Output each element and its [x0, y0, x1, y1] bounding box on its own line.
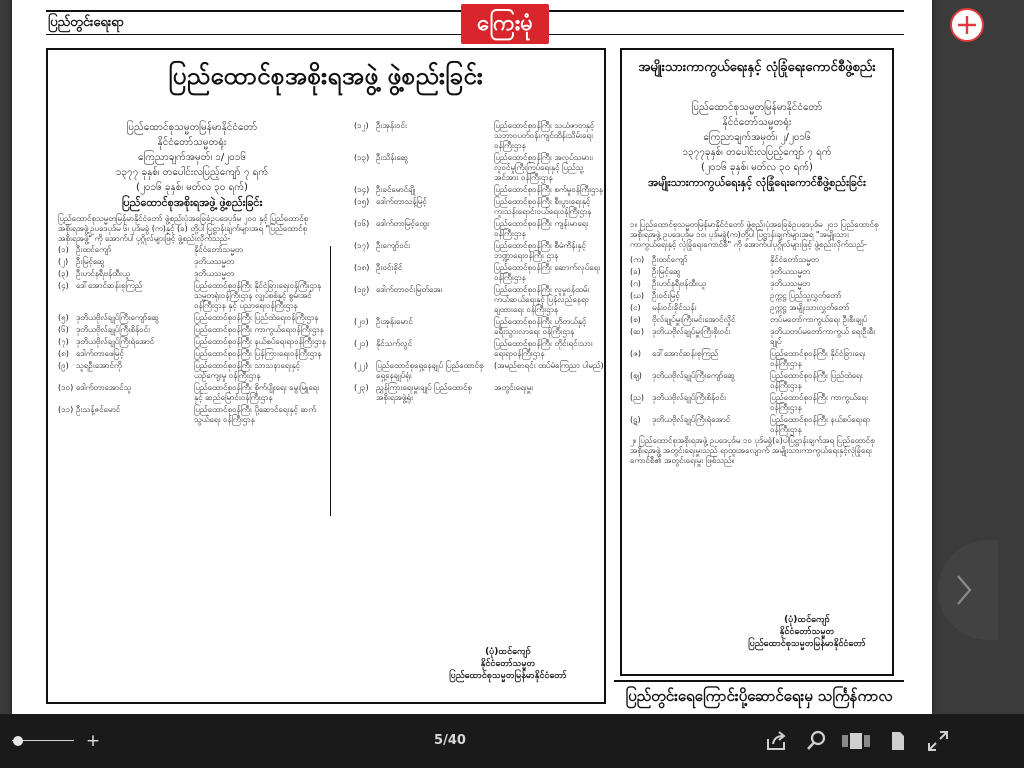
member-name: ဦးထင်ကျော်	[652, 255, 688, 264]
member-row	[630, 370, 884, 392]
member-role: ဒုတိယသမ္မတ	[194, 269, 234, 278]
member-name: ဒေါ်အောင်ဆန်းစုကြည်	[652, 349, 719, 358]
member-name: ဒုတိယဗိုလ်ချုပ်ကြီးရဲအောင်	[76, 337, 155, 346]
member-role: ပြည်ထောင်စုဝန်ကြီး ပြန်ကြားရေးဝန်ကြီးဌာန	[194, 349, 322, 358]
member-name: ဒုတိယဗိုလ်ချုပ်ကြီးရဲအောင်	[652, 415, 731, 424]
member-row	[630, 290, 884, 302]
header-line: ကြေညာချက်အမှတ်၊ ၁/၂၀၁၆	[137, 152, 247, 163]
member-list	[58, 244, 326, 426]
member-role: ပြည်ထောင်စုဝန်ကြီး စိုက်ပျိုးရေး မွေးမြူရေးနှင့် ဆည်မြောင်းဝန်ကြီးဌာန	[194, 383, 320, 402]
member-row	[354, 196, 604, 218]
member-name: ဦးခင်မောင်ချို	[376, 185, 415, 194]
header-line: ၁၃၇၇ခုနှစ်၊ တပေါင်းလပြည့်ကျော် ၇ ရက်	[682, 147, 832, 158]
header-line: ၁၃၇၇ ခုနှစ်၊ တပေါင်းလပြည့်ကျော် ၇ ရက်	[115, 167, 269, 178]
member-role: ပြည်ထောင်စုဝန်ကြီး သာသနာရေးနှင့်ယဉ်ကျေးမှု ဝန်ကြီးဌာန	[194, 361, 301, 380]
page-icon	[886, 738, 910, 757]
member-name: ဦးဝင်းမြင့်	[652, 291, 680, 300]
member-name: သူရဦးအောင်ကို	[76, 361, 122, 370]
column-divider	[330, 246, 331, 516]
member-role: ပြည်ထောင်စုဝန်ကြီး ကာကွယ်ရေးဝန်ကြီးဌာန	[770, 393, 869, 412]
header-line: (၂၀၁၆ ခုနှစ်၊ မတ်လ ၃၀ ရက်)	[701, 162, 813, 173]
member-row	[58, 336, 326, 348]
notice-column-2	[354, 120, 604, 404]
member-row	[58, 382, 326, 404]
member-number: (၂)	[58, 257, 69, 266]
member-row	[58, 244, 326, 256]
member-row	[354, 316, 604, 338]
member-role: ဒုတိယသမ္မတ	[194, 257, 234, 266]
header-line: (၂၀၁၆ ခုနှစ်၊ မတ်လ ၃၀ ရက်)	[136, 182, 248, 193]
member-name: ညွှန်ကြားရေးမှူးချုပ် ပြည်ထောင်စုအစိုးရအဖွဲ့ရုံး	[376, 383, 472, 402]
member-name: ဒုတိယဗိုလ်ချုပ်ကြီးကျော်ဆွေ	[76, 313, 159, 322]
member-number: (၉)	[58, 361, 69, 370]
member-number: (ဆ)	[630, 327, 644, 336]
member-name: ဗိုလ်ချုပ်မှူးကြီးမင်းအောင်လှိုင်	[652, 315, 736, 324]
member-role: ပြည်ထောင်စုဝန်ကြီး စီးပွားရေးနှင့် ကူးသန်းရောင်းဝယ်ရေးဝန်ကြီးဌာန	[494, 197, 592, 216]
single-page-button[interactable]	[886, 729, 910, 753]
thumbnails-icon	[840, 738, 874, 757]
member-name: ဒုတိယဗိုလ်ချုပ်ကြီးစိန်ဝင်း	[76, 325, 151, 334]
member-row	[630, 254, 884, 266]
member-number: (၄)	[58, 281, 69, 290]
member-role: ပြည်ထောင်စုဝန်ကြီး နယ်စပ်ရေးရာဝန်ကြီးဌာန	[770, 415, 871, 434]
member-number: (၈)	[58, 349, 69, 358]
member-number: (၆)	[58, 325, 69, 334]
member-row	[630, 348, 884, 370]
member-number: (က)	[630, 255, 645, 264]
masthead-logo: ကြေးမုံ	[461, 4, 549, 44]
thumbnails-button[interactable]	[840, 729, 874, 753]
notice-header	[630, 100, 884, 190]
member-number: (ဃ)	[630, 291, 645, 300]
member-name: ဦးထင်ကျော်	[76, 245, 112, 254]
member-number: (ဇ)	[630, 349, 641, 358]
member-name: ဦးဝင်းခိုင်	[376, 263, 403, 272]
member-number: (စ)	[630, 315, 641, 324]
member-role: ပြည်ထောင်စုဝန်ကြီး ဆောက်လုပ်ရေးဝန်ကြီးဌာန	[494, 263, 601, 282]
signature-line: နိုင်ငံတော်သမ္မတ	[480, 659, 536, 669]
member-number: (၇)	[58, 337, 69, 346]
member-role: ဒုတိယသမ္မတ	[770, 267, 810, 276]
member-role: ဒုတိယတပ်မတော်ကာကွယ် ရေးဦးစီးချုပ်	[770, 327, 876, 346]
member-role: ပြည်ထောင်စုဝန်ကြီး ကျန်းမာရေးဝန်ကြီးဌာန	[494, 219, 589, 238]
member-number: (၁၅)	[354, 197, 370, 206]
member-role: ပြည်ထောင်စုဝန်ကြီး စက်မှုဝန်ကြီးဌာန	[494, 185, 603, 194]
member-row	[354, 284, 604, 316]
member-role: ပြည်ထောင်စုဝန်ကြီး လူမှုဝန်ထမ်း ကယ်ဆယ်ရေးနှင့် ပြန်လည်နေရာချထားရေး ဝန်ကြီးဌာန	[494, 285, 590, 314]
notice-intro: ပြည်ထောင်စုသမ္မတမြန်မာနိုင်ငံတော် ဖွဲ့စည်းပုံအခြေခံဥပဒေပုဒ်မ ၂၀၀ နှင့် ပြည်ထောင်စုအစိုးရအဖွဲ့ဥပဒေပုဒ်မ ၆၊ ပုဒ်မခွဲ (က)နှင့် (ခ) တို့ပါ ပြဋ္ဌာန်းချက်များအရ "ပြည်ထောင်စုအစိုးရအဖွဲ့" ကို အောက်ပါ ပုဂ္ဂိုလ်များဖြင့် ဖွဲ့စည်းလိုက်သည်-	[58, 214, 309, 243]
member-role: ပြည်ထောင်စုဝန်ကြီး သယံဇာတနှင့် သဘာဝပတ်ဝန်းကျင်ထိန်းသိမ်းရေးဝန်ကြီးဌာန	[494, 121, 595, 150]
security-council-notice	[620, 48, 894, 676]
search-icon	[804, 738, 828, 757]
plus-circle-icon	[952, 10, 982, 40]
member-role: နိုင်ငံတော်သမ္မတ	[770, 255, 819, 264]
zoom-slider-thumb[interactable]	[13, 736, 23, 746]
member-number: (၁၉)	[354, 285, 370, 294]
member-role: ပြည်ထောင်စုဝန်ကြီး အလုပ်သမား၊ လူဝင်မှုကြီးကြပ်ရေးနှင့် ပြည်သူ့အင်အား ဝန်ကြီးဌာန	[494, 153, 593, 182]
member-number: (၅)	[58, 313, 69, 322]
member-role: (အမည်စာရင်း ထပ်မံကြေညာ ပါမည်)	[494, 361, 604, 370]
member-role: ဒုတိယသမ္မတ	[770, 279, 810, 288]
member-role: ပြည်ထောင်စုဝန်ကြီး စီမံကိန်းနှင့် ဘဏ္ဍာရေးဝန်ကြီး ဌာန	[494, 241, 586, 260]
search-button[interactable]	[804, 729, 828, 753]
member-name: ဒုတိယဗိုလ်ချုပ်မှူးကြီးစိုးဝင်း	[652, 327, 731, 336]
notice-column-1	[58, 120, 326, 426]
member-number: (င)	[630, 303, 641, 312]
member-role: ပြည်ထောင်စုဝန်ကြီး ပြည်ထဲရေးဝန်ကြီးဌာန	[194, 313, 319, 322]
member-name: ဦးဟင်နရီဗန်ထီးယူ	[652, 279, 706, 288]
member-number: (၁၇)	[354, 241, 370, 250]
header-line: ပြည်ထောင်စုသမ္မတမြန်မာနိုင်ငံတော်	[126, 122, 258, 133]
member-row	[58, 312, 326, 324]
fullscreen-button[interactable]	[926, 729, 950, 753]
chevron-right-icon	[954, 572, 974, 608]
member-name: ဦးဟင်နရီဗန်ထီးယူ	[76, 269, 130, 278]
member-row	[354, 152, 604, 184]
member-row	[630, 392, 884, 414]
member-name: ဒေါက်တာသန့်မြင့်	[376, 197, 427, 206]
notice-subheading: အမျိုးသားကာကွယ်ရေးနှင့် လုံခြုံရေးကောင်စီဖွဲ့စည်းခြင်း	[648, 176, 866, 189]
header-line: နိုင်ငံတော်သမ္မတရုံး	[722, 117, 792, 128]
notice-body	[630, 220, 884, 470]
member-list	[630, 254, 884, 436]
member-row	[58, 324, 326, 336]
member-name: ဒေါက်တာဖေမြင့်	[76, 349, 124, 358]
fullscreen-icon	[926, 738, 950, 757]
member-row	[58, 360, 326, 382]
member-role: ပြည်ထောင်စုဝန်ကြီး ပို့ဆောင်ရေးနှင့် ဆက်သွယ်ရေး ဝန်ကြီးဌာန	[194, 405, 317, 424]
share-button[interactable]	[764, 729, 788, 753]
signature-line: (ပုံ)ထင်ကျော်	[485, 647, 531, 657]
member-row	[630, 302, 884, 314]
viewer-toolbar	[0, 714, 1024, 768]
member-name: ဦးအုန်းမောင်	[376, 317, 413, 326]
notice-title: ပြည်ထောင်စုအစိုးရအဖွဲ့ ဖွဲ့စည်းခြင်း	[168, 62, 484, 90]
member-name: နိုင်သက်လွင်	[376, 339, 413, 348]
member-row	[630, 314, 884, 326]
page-indicator: 5/40	[434, 733, 466, 748]
government-formation-notice	[46, 48, 606, 704]
member-name: ဒုတိယဗိုလ်ချုပ်ကြီးကျော်ဆွေ	[652, 371, 735, 380]
member-name: ဒေါက်တာအောင်သူ	[76, 383, 132, 392]
member-row	[354, 184, 604, 196]
header-line: ကြေညာချက်အမှတ်၊ ၂/၂၀၁၆	[703, 132, 811, 143]
member-row	[58, 268, 326, 280]
member-number: (ဋ)	[630, 415, 641, 424]
member-role: ပြည်ထောင်စုဝန်ကြီး ဟိုတယ်နှင့် ခရီးသွားလာရေး ဝန်ကြီးဌာန	[494, 317, 587, 336]
member-row	[630, 414, 884, 436]
member-role: ပြည်ထောင်စုဝန်ကြီး နိုင်ငံခြားရေးဝန်ကြီးဌာန သမ္မတရုံးဝန်ကြီးဌာန လျှပ်စစ်နှင့် စွမ်းအင်ဝန်ကြီးဌာန နှင့် ပညာရေးဝန်ကြီးဌာန	[194, 281, 322, 310]
signature-block	[418, 646, 598, 682]
member-number: (၁၃)	[354, 153, 370, 162]
member-name: ဒုတိယဗိုလ်ချုပ်ကြီးစိန်ဝင်း	[652, 393, 727, 402]
member-number: (၁၄)	[354, 185, 370, 194]
member-row	[354, 360, 604, 382]
member-name: ပြည်ထောင်စုရှေ့နေချုပ် ပြည်ထောင်စုရှေ့နေချုပ်ရုံး	[376, 361, 484, 380]
member-name: မန်းဝင်းခိုင်သန်း	[652, 303, 697, 312]
member-number: (ည)	[630, 393, 644, 402]
member-number: (၂၃)	[354, 383, 369, 392]
member-row	[630, 266, 884, 278]
section-header	[46, 10, 904, 35]
notice-subheading: ပြည်ထောင်စုအစိုးရအဖွဲ့ ဖွဲ့စည်းခြင်း	[121, 196, 263, 209]
member-number: (၁၂)	[354, 121, 369, 130]
member-number: (ဂ)	[630, 279, 641, 288]
member-number: (၁၁)	[58, 405, 74, 414]
member-number: (၁၆)	[354, 219, 370, 228]
member-row	[354, 120, 604, 152]
member-row	[630, 326, 884, 348]
notice-paragraph: ၁။ ပြည်ထောင်စုသမ္မတမြန်မာနိုင်ငံတော် ဖွဲ့စည်းပုံအခြေခံဥပဒေပုဒ်မ ၂၀၁ ပြည်ထောင်စုအစိုးရအဖွဲ့ ဥပဒေပုဒ်မ ၁၀၊ ပုဒ်မခွဲ(က)တို့ပါ ပြဋ္ဌာန်းချက်များအရ "အမျိုးသားကာကွယ်ရေးနှင့် လုံခြုံရေးကောင်စီ" ကို အောက်ပါပုဂ္ဂိုလ်များဖြင့် ဖွဲ့စည်းလိုက်သည်-	[630, 220, 879, 249]
member-role: နိုင်ငံတော်သမ္မတ	[194, 245, 243, 254]
member-name: ဒေါက်တာဝင်းမြတ်အေး	[376, 285, 443, 294]
member-role: ပြည်ထောင်စုဝန်ကြီး ကာကွယ်ရေးဝန်ကြီးဌာန	[194, 325, 324, 334]
bottom-headline: ပြည်တွင်းရေကြောင်းပို့ဆောင်ရေးမှ သင်္ကြန်ကာလ	[614, 680, 904, 710]
member-row	[354, 338, 604, 360]
member-number: (၂၁)	[354, 339, 369, 348]
member-name: ဦးမြင့်ဆွေ	[652, 267, 681, 276]
member-number: (၁၀)	[58, 383, 74, 392]
member-row	[354, 240, 604, 262]
section-label: ပြည်တွင်းရေးရာ	[48, 15, 124, 30]
member-row	[354, 382, 604, 404]
add-bookmark-button[interactable]	[950, 8, 984, 42]
member-name: ဦးမြင့်ဆွေ	[76, 257, 105, 266]
notice-title: အမျိုးသားကာကွယ်ရေးနှင့် လုံခြုံရေးကောင်စီဖွဲ့စည်း	[638, 60, 876, 75]
header-line: ပြည်ထောင်စုသမ္မတမြန်မာနိုင်ငံတော်	[691, 102, 823, 113]
notice-paragraph: ၂။ ပြည်ထောင်စုအစိုးရအဖွဲ့ ဥပဒေပုဒ်မ ၁၀ ပုဒ်မခွဲ(ခ)ပါပြဋ္ဌာန်းချက်အရ ပြည်ထောင်စုအစိုးရအဖွဲ့ အတွင်းရေးမှူးသည် ရာထူးအလျောက် အမျိုးသားကာကွယ်ရေးနှင့်လုံခြုံရေးကောင်စီ၏ အတွင်းရေးမှူး ဖြစ်သည်။	[630, 436, 875, 465]
signature-line: ပြည်ထောင်စုသမ္မတမြန်မာနိုင်ငံတော်	[748, 639, 866, 649]
member-number: (၃)	[58, 269, 69, 278]
member-role: အတွင်းရေးမှူး	[494, 383, 534, 392]
member-name: ဦးသန့်ဇင်မောင်	[76, 405, 121, 414]
member-number: (၁)	[58, 245, 69, 254]
member-row	[58, 256, 326, 268]
signature-line: ပြည်ထောင်စုသမ္မတမြန်မာနိုင်ငံတော်	[449, 671, 567, 681]
header-line: နိုင်ငံတော်သမ္မတရုံး	[157, 137, 227, 148]
zoom-in-button[interactable]: +	[85, 731, 101, 751]
member-row	[354, 218, 604, 240]
zoom-slider[interactable]	[6, 736, 74, 746]
member-row	[58, 404, 326, 426]
next-page-button[interactable]	[938, 540, 998, 640]
member-number: (၂၀)	[354, 317, 369, 326]
member-number: (ခ)	[630, 267, 641, 276]
member-role: ပြည်ထောင်စုဝန်ကြီး နိုင်ငံခြားရေးဝန်ကြီးဌာန	[770, 349, 866, 368]
newspaper-page	[12, 0, 932, 714]
member-row	[354, 262, 604, 284]
member-role: ပြည်ထောင်စုဝန်ကြီး ပြည်ထဲရေးဝန်ကြီးဌာန	[770, 371, 863, 390]
member-row	[58, 348, 326, 360]
member-name: ဦးသိန်းဆွေ	[376, 153, 409, 162]
member-number: (၂၂)	[354, 361, 369, 370]
member-name: ဒေါ်အောင်ဆန်းစုကြည်	[76, 281, 143, 290]
member-number: (ဈ)	[630, 371, 642, 380]
member-row	[630, 278, 884, 290]
member-role: ပြည်ထောင်စုဝန်ကြီး နယ်စပ်ရေးရာဝန်ကြီးဌာန	[194, 337, 326, 346]
member-name: ဦးကျော်ဝင်း	[376, 241, 411, 250]
member-role: ဥက္ကဋ္ဌ ပြည်သူ့လွှတ်တော်	[770, 291, 842, 300]
share-icon	[764, 738, 788, 757]
member-role: ဥက္ကဋ္ဌ အမျိုးသားလွှတ်တော်	[770, 303, 850, 312]
member-number: (၁၈)	[354, 263, 370, 272]
member-row	[58, 280, 326, 312]
signature-line: (ပုံ)ထင်ကျော်	[784, 615, 830, 625]
member-role: ပြည်ထောင်စုဝန်ကြီး တိုင်းရင်းသားရေးရာဝန်ကြီးဌာန	[494, 339, 593, 358]
signature-block	[732, 614, 882, 650]
member-list	[354, 120, 604, 404]
member-name: ဦးအုန်းဝင်း	[376, 121, 407, 130]
signature-line: နိုင်ငံတော်သမ္မတ	[779, 627, 835, 637]
member-role: တပ်မတော်ကာကွယ်ရေး ဦးစီးချုပ်	[770, 315, 868, 324]
member-name: ဒေါက်တာမြင့်ထွေး	[376, 219, 429, 228]
